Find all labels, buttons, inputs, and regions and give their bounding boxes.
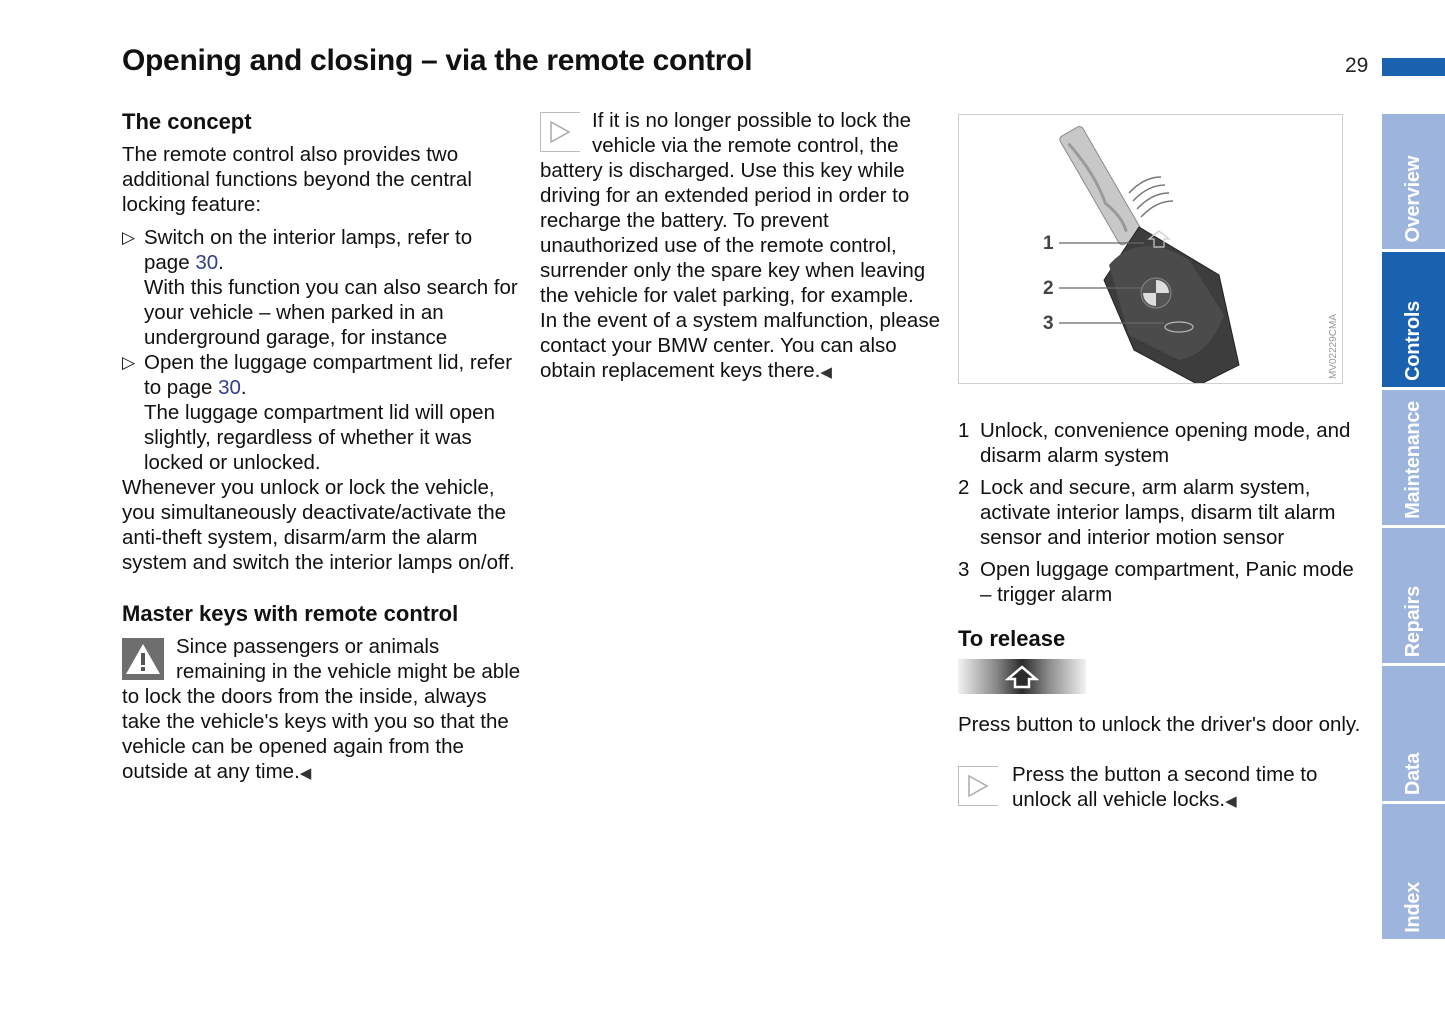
page-link-30[interactable]: 30	[195, 251, 219, 274]
release-note	[958, 762, 1363, 814]
concept-summary: Whenever you unlock or lock the vehicle, you simultaneously deactivate/activate the anti-theft system, disarm/arm the alarm system and switch the interior lamps on/off.	[122, 476, 515, 574]
tab-data[interactable]	[1382, 666, 1445, 801]
item-text: Unlock, convenience opening mode, and disarm alarm system	[980, 419, 1351, 467]
tab-maintenance[interactable]	[1382, 390, 1445, 525]
tab-index[interactable]	[1382, 804, 1445, 939]
end-marker-icon: ◀	[299, 765, 312, 782]
item-number: 3	[958, 558, 970, 581]
unlock-button-symbol	[958, 659, 1086, 694]
release-instruction: Press button to unlock the driver's door only.	[958, 713, 1361, 736]
section-heading-master-keys: Master keys with remote control	[122, 601, 459, 626]
tab-label: Repairs	[1402, 585, 1424, 657]
page-number: 29	[1345, 54, 1369, 77]
list-item	[958, 475, 1363, 550]
item-text: Lock and secure, arm alarm system, activate interior lamps, disarm tilt alarm sensor and interior motion sensor	[980, 476, 1336, 549]
page-title: Opening and closing – via the remote control	[122, 44, 753, 77]
tab-controls[interactable]	[1382, 252, 1445, 387]
tab-label: Data	[1402, 752, 1424, 795]
end-marker-icon: ◀	[1225, 793, 1237, 810]
bullet-triangle-icon: ▷	[122, 228, 136, 247]
column-left	[122, 108, 522, 786]
remote-key-illustration	[959, 115, 1342, 383]
list-item	[958, 418, 1363, 468]
callout-1: 1	[1043, 233, 1054, 254]
section-heading-concept: The concept	[122, 109, 252, 134]
tab-label: Overview	[1402, 156, 1424, 243]
note-text-2: In the event of a system malfunction, please contact your BMW center. You can also obtain replacement keys there.	[540, 309, 940, 382]
page-link-30[interactable]: 30	[218, 376, 241, 399]
warning-icon	[122, 638, 164, 680]
callout-2: 2	[1043, 278, 1054, 299]
remote-key-figure	[958, 114, 1343, 384]
note-triangle-icon	[540, 112, 580, 152]
chapter-tabs	[1382, 114, 1445, 942]
figure-code: MV02229CMA	[1328, 313, 1339, 379]
item-number: 1	[958, 419, 970, 442]
callout-3: 3	[1043, 313, 1054, 334]
column-middle	[540, 108, 940, 385]
column-right	[958, 108, 1363, 814]
note-text: If it is no longer possible to lock the vehicle via the remote control, the battery is discharged. Use this key while driving for an extended period in order to recharge the battery. To prevent unauthorized use of the remote control, surrender only the spare key when leaving the vehicle for valet parking, for example.	[540, 109, 926, 307]
section-heading-release: To release	[958, 626, 1066, 651]
bullet-text: Switch on the interior lamps, refer to page	[144, 226, 473, 274]
note-text: Press the button a second time to unlock all vehicle locks.	[1012, 763, 1318, 811]
note-triangle-icon	[958, 766, 998, 806]
warning-block	[122, 634, 522, 786]
bullet-text: Open the luggage compartment lid, refer to page	[144, 351, 513, 399]
punctuation: .	[218, 251, 224, 274]
bullet-detail: The luggage compartment lid will open slightly, regardless of whether it was locked or unlocked.	[144, 401, 495, 474]
list-item	[122, 225, 522, 350]
bullet-detail: With this function you can also search for your vehicle – when parked in an underground garage, for instance	[144, 276, 518, 349]
tab-overview[interactable]	[1382, 114, 1445, 249]
item-text: Open luggage compartment, Panic mode – trigger alarm	[980, 558, 1354, 606]
page-number-bar	[1382, 58, 1445, 76]
tab-label: Controls	[1402, 301, 1424, 381]
tab-repairs[interactable]	[1382, 528, 1445, 663]
list-item	[122, 350, 522, 475]
punctuation: .	[240, 376, 247, 399]
unlock-arrow-icon	[1005, 664, 1039, 690]
bullet-triangle-icon: ▷	[122, 353, 136, 372]
item-number: 2	[958, 476, 970, 499]
warning-text: Since passengers or animals remaining in the vehicle might be able to lock the doors from the inside, always take the vehicle's keys with you so that the vehicle can be opened again from the outside at any time.	[122, 635, 521, 783]
battery-note	[540, 108, 940, 385]
list-item	[958, 557, 1363, 607]
tab-label: Index	[1402, 882, 1424, 933]
concept-intro: The remote control also provides two additional functions beyond the central locking feature:	[122, 143, 472, 216]
tab-label: Maintenance	[1402, 401, 1424, 519]
end-marker-icon: ◀	[820, 364, 832, 381]
button-function-list	[958, 418, 1363, 607]
